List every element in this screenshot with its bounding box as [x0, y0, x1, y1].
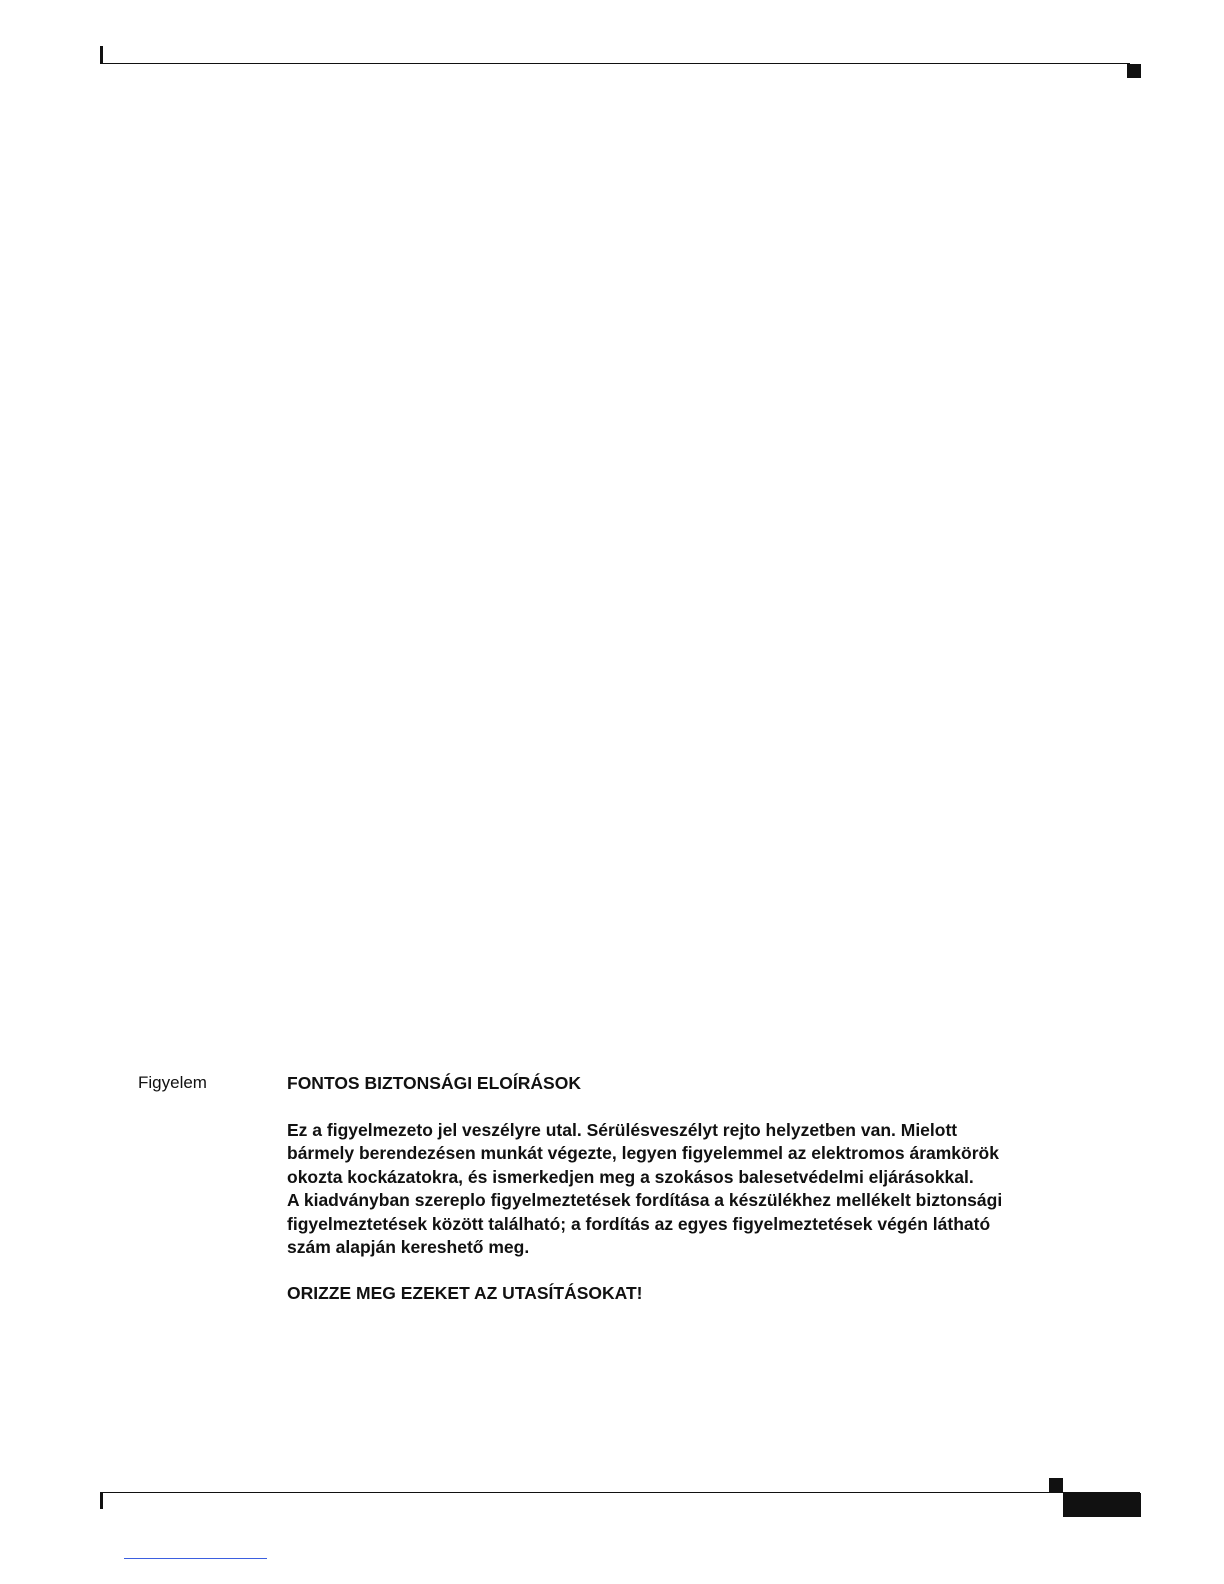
- warning-paragraph: Ez a figyelmezeto jel veszélyre utal. Sérülésveszélyt rejto helyzetben van. Mielott bármely berendezésen munkát végezte, legyen figyelemmel az elektromos áramkörök okozta kockázatokra, és ismerkedjen meg a szokásos balesetvédelmi eljárásokkal. A kiadványban szereplo figyelmeztetések fordítása a készülékhez mellékelt biztonsági figyelmeztetések között található; a fordítás az egyes figyelmeztetések végén látható szám alapján kereshető meg.: [287, 1119, 1003, 1257]
- header-rule: [100, 63, 1130, 64]
- warning-title: FONTOS BIZTONSÁGI ELOÍRÁSOK: [287, 1073, 581, 1093]
- header-margin-tick: [100, 46, 103, 64]
- footer-rule: [100, 1492, 1140, 1493]
- footer-margin-tick: [100, 1493, 103, 1509]
- footer-link-underline[interactable]: [124, 1558, 267, 1559]
- warning-label: Figyelem: [138, 1073, 207, 1092]
- header-corner-marker: [1127, 64, 1141, 78]
- footer-page-number-box: [1063, 1493, 1141, 1517]
- warning-closing: ORIZZE MEG EZEKET AZ UTASÍTÁSOKAT!: [287, 1282, 643, 1303]
- warning-body: [287, 1072, 1077, 1305]
- footer-corner-marker: [1049, 1478, 1063, 1492]
